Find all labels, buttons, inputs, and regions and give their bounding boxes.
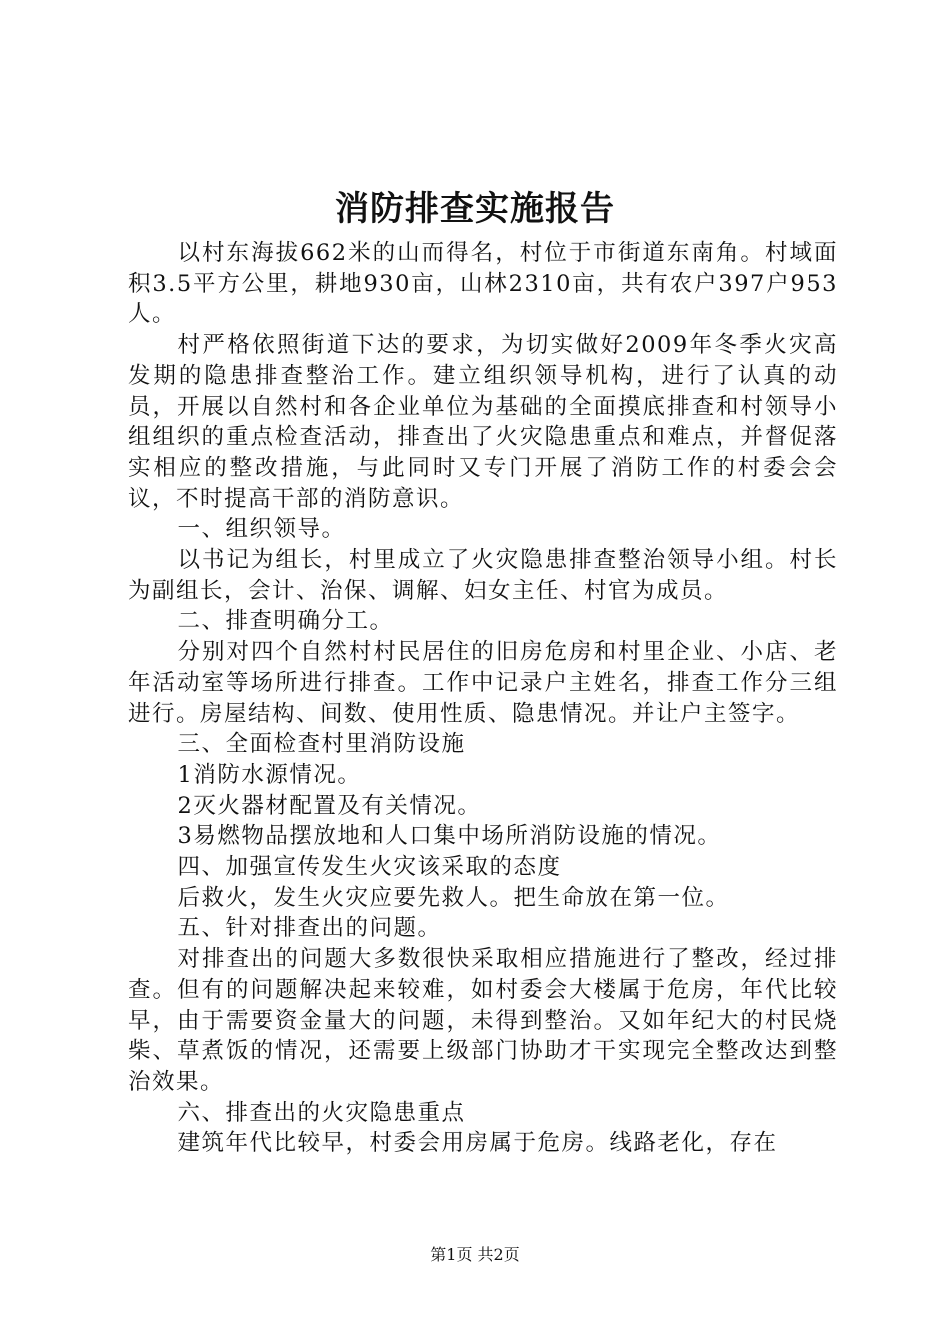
paragraph-section-2: 分别对四个自然村村民居住的旧房危房和村里企业、小店、老年活动室等场所进行排查。工作中记录户主姓名，排查工作分三组进行。房屋结构、间数、使用性质、隐患情况。并让户主签字。 <box>128 639 838 727</box>
paragraph-overview: 村严格依照街道下达的要求，为切实做好2009年冬季火灾高发期的隐患排查整治工作。建立组织领导机构，进行了认真的动员，开展以自然村和各企业单位为基础的全面摸底排查和村领导小组组织的重点检查活动，排查出了火灾隐患重点和难点，并督促落实相应的整改措施，与此同时又专门开展了消防工作的村委会会议，不时提高干部的消防意识。 <box>128 332 838 512</box>
page-title: 消防排查实施报告 <box>335 189 615 229</box>
document-body <box>128 238 838 1159</box>
paragraph-section-6: 建筑年代比较早，村委会用房属于危房。线路老化，存在 <box>177 1130 778 1157</box>
paragraph-section-4: 后救火，发生火灾应要先救人。把生命放在第一位。 <box>177 884 730 911</box>
paragraph-section-1: 以书记为组长，村里成立了火灾隐患排查整治领导小组。村长为副组长，会计、治保、调解、妇女主任、村官为成员。 <box>128 547 838 604</box>
section-heading-6: 六、排查出的火灾隐患重点 <box>177 1099 466 1126</box>
section-heading-1: 一、组织领导。 <box>177 516 346 543</box>
list-item: 2灭火器材配置及有关情况。 <box>177 792 482 819</box>
section-heading-3: 三、全面检查村里消防设施 <box>177 731 466 758</box>
list-item: 1消防水源情况。 <box>177 761 362 788</box>
section-heading-4: 四、加强宣传发生火灾该采取的态度 <box>177 854 562 881</box>
paragraph-section-5: 对排查出的问题大多数很快采取相应措施进行了整改，经过排查。但有的问题解决起来较难，如村委会大楼属于危房，年代比较早，由于需要资金量大的问题，未得到整治。又如年纪大的村民烧柴、草煮饭的情况，还需要上级部门协助才干实现完全整改达到整治效果。 <box>128 946 838 1095</box>
page-footer: 第1页 共2页 <box>430 1245 520 1264</box>
section-heading-5: 五、针对排查出的问题。 <box>177 915 442 942</box>
paragraph-intro: 以村东海拔662米的山而得名，村位于市街道东南角。村域面积3.5平方公里，耕地930亩，山林2310亩，共有农户397户953人。 <box>128 240 838 328</box>
section-heading-2: 二、排查明确分工。 <box>177 608 394 635</box>
list-item: 3易燃物品摆放地和人口集中场所消防设施的情况。 <box>177 823 722 850</box>
